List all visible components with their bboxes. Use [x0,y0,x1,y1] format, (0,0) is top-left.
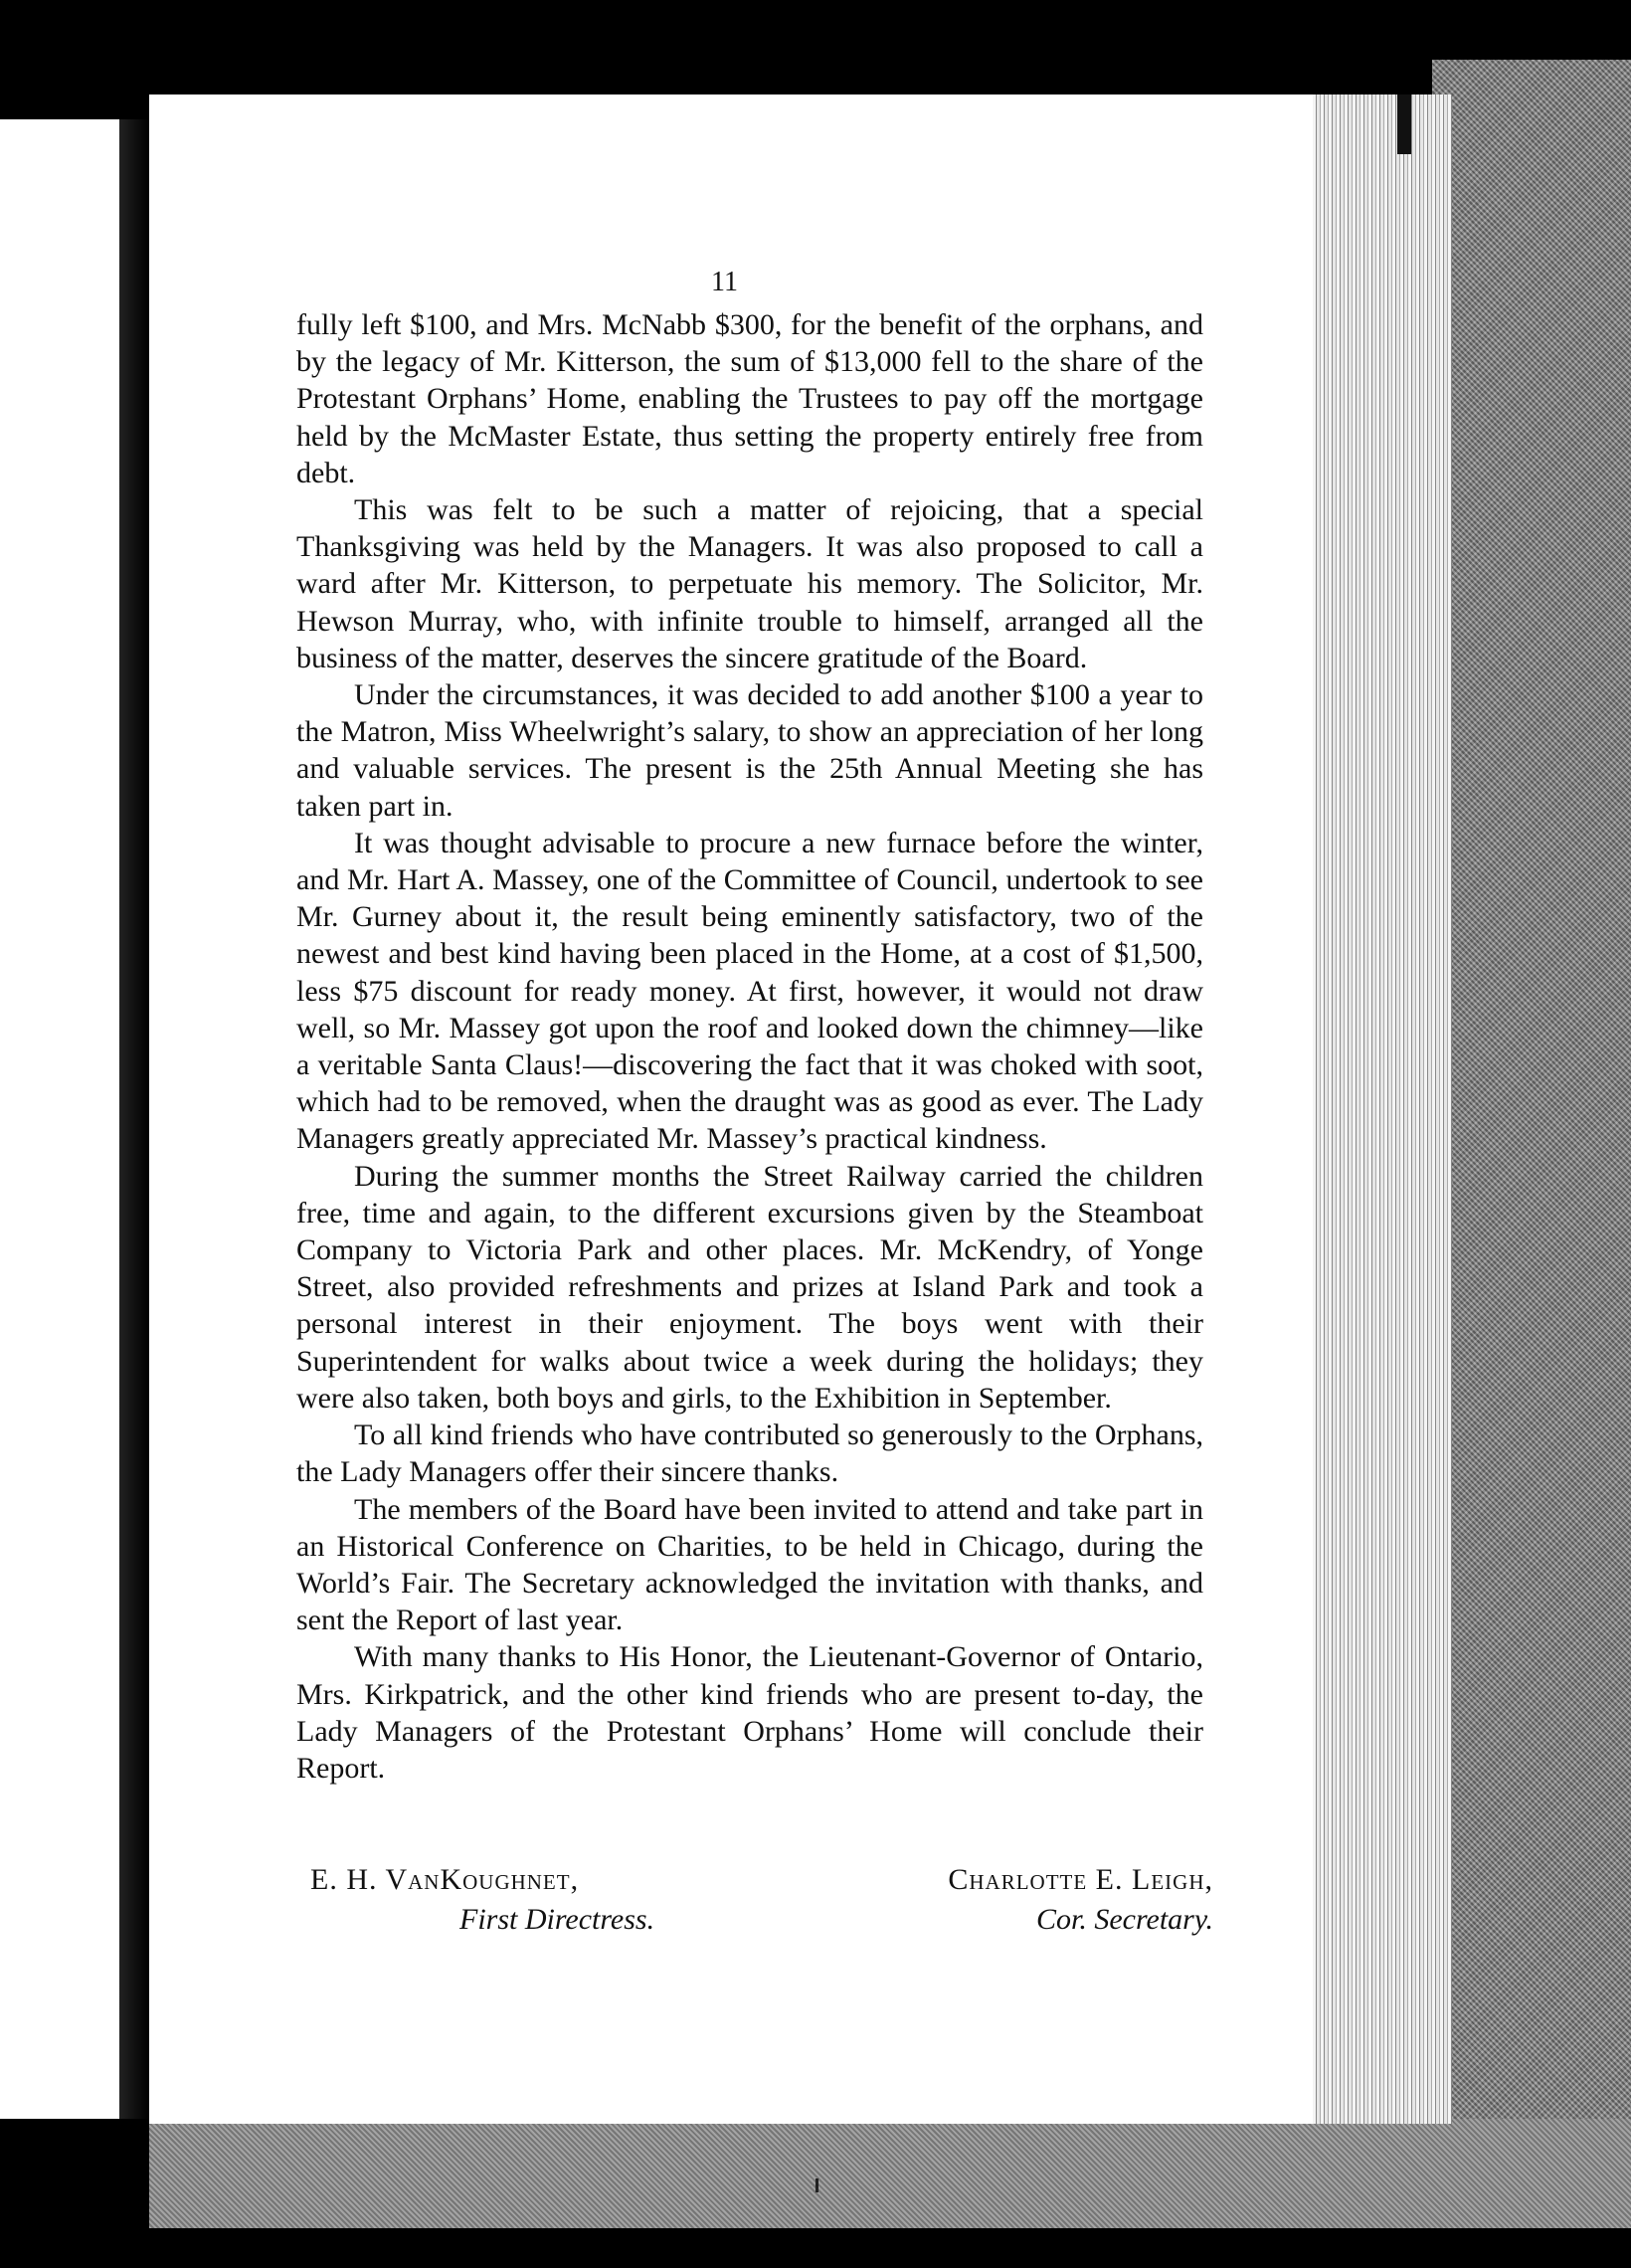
paragraph-legacy: fully left $100, and Mrs. McNabb $300, for the benefit of the orphans, and by the legacy of Mr. Kitterson, the sum of $13,000 fell to the share of the Protestant Orphans’ Home, enabling the Trustees to pay off the mortgage held by the McMaster Estate, thus setting the property entirely free from debt. [296,308,1203,489]
paragraph-conference: The members of the Board have been invited to attend and take part in an Historical Conference on Charities, to be held in Chicago, during the World’s Fair. The Secretary acknowledged the invitation with thanks, and sent the Report of last year. [296,1492,1203,1637]
book-cover [1432,60,1631,2228]
book-cover-bottom [149,2119,1631,2228]
paragraph-thanksgiving: This was felt to be such a matter of rejoicing, that a special Thanksgiving was held by the Managers. It was also proposed to call a ward after Mr. Kitterson, to perpetuate his memory. The Solicitor, Mr. Hewson Murray, who, with infinite trouble to himself, arranged all the business of the matter, deserves the sincere gratitude of the Board. [296,493,1203,674]
page-edges [1313,94,1452,2124]
body-text [296,306,1203,1787]
paragraph-matron: Under the circumstances, it was decided to add another $100 a year to the Matron, Miss Wheelwright’s salary, to show an appreciation of her long and valuable services. The present is the 25th Annual Meeting she has taken part in. [296,678,1203,823]
printer-mark [816,2178,818,2192]
book-gutter [119,119,149,2119]
paragraph-closing: With many thanks to His Honor, the Lieutenant-Governor of Ontario, Mrs. Kirkpatrick, and the other kind friends who are present to-day, the Lady Managers of the Protestant Orphans’ Home will conclude their Report. [296,1640,1203,1785]
paragraph-furnace: It was thought advisable to procure a new furnace before the winter, and Mr. Hart A. Massey, one of the Committee of Council, undertook to see Mr. Gurney about it, the result being eminently satisfactory, two of the newest and best kind having been placed in the Home, at a cost of $1,500, less $75 discount for ready money. At first, however, it would not draw well, so Mr. Massey got upon the roof and looked down the chimney—like a veritable Santa Claus!—discovering the fact that it was choked with soot, which had to be removed, when the draught was as good as ever. The Lady Managers greatly appreciated Mr. Massey’s practical kindness. [296,826,1203,1156]
signature-name: Charlotte E. Leigh, [948,1863,1213,1896]
signature-name: E. H. VanKoughnet, [310,1863,580,1896]
signature-title: First Directress. [459,1903,655,1936]
signature-title: Cor. Secretary. [1035,1903,1213,1936]
paragraph-thanks: To all kind friends who have contributed so generously to the Orphans, the Lady Managers offer their sincere thanks. [296,1418,1203,1489]
paragraph-summer: During the summer months the Street Railway carried the children free, time and again, to the different excursions given by the Steamboat Company to Victoria Park and other places. Mr. McKendry, of Yonge Street, also provided refreshments and prizes at Island Park and took a personal interest in their enjoyment. The boys went with their Superintendent for walks about twice a week during the holidays; they were also taken, both boys and girls, to the Exhibition in September. [296,1159,1203,1415]
page-number: 11 [711,267,738,297]
signature-first-directress [310,1860,728,1940]
left-page [0,119,134,2119]
signature-secretary [776,1860,1213,1940]
bookmark-ribbon [1397,94,1411,154]
